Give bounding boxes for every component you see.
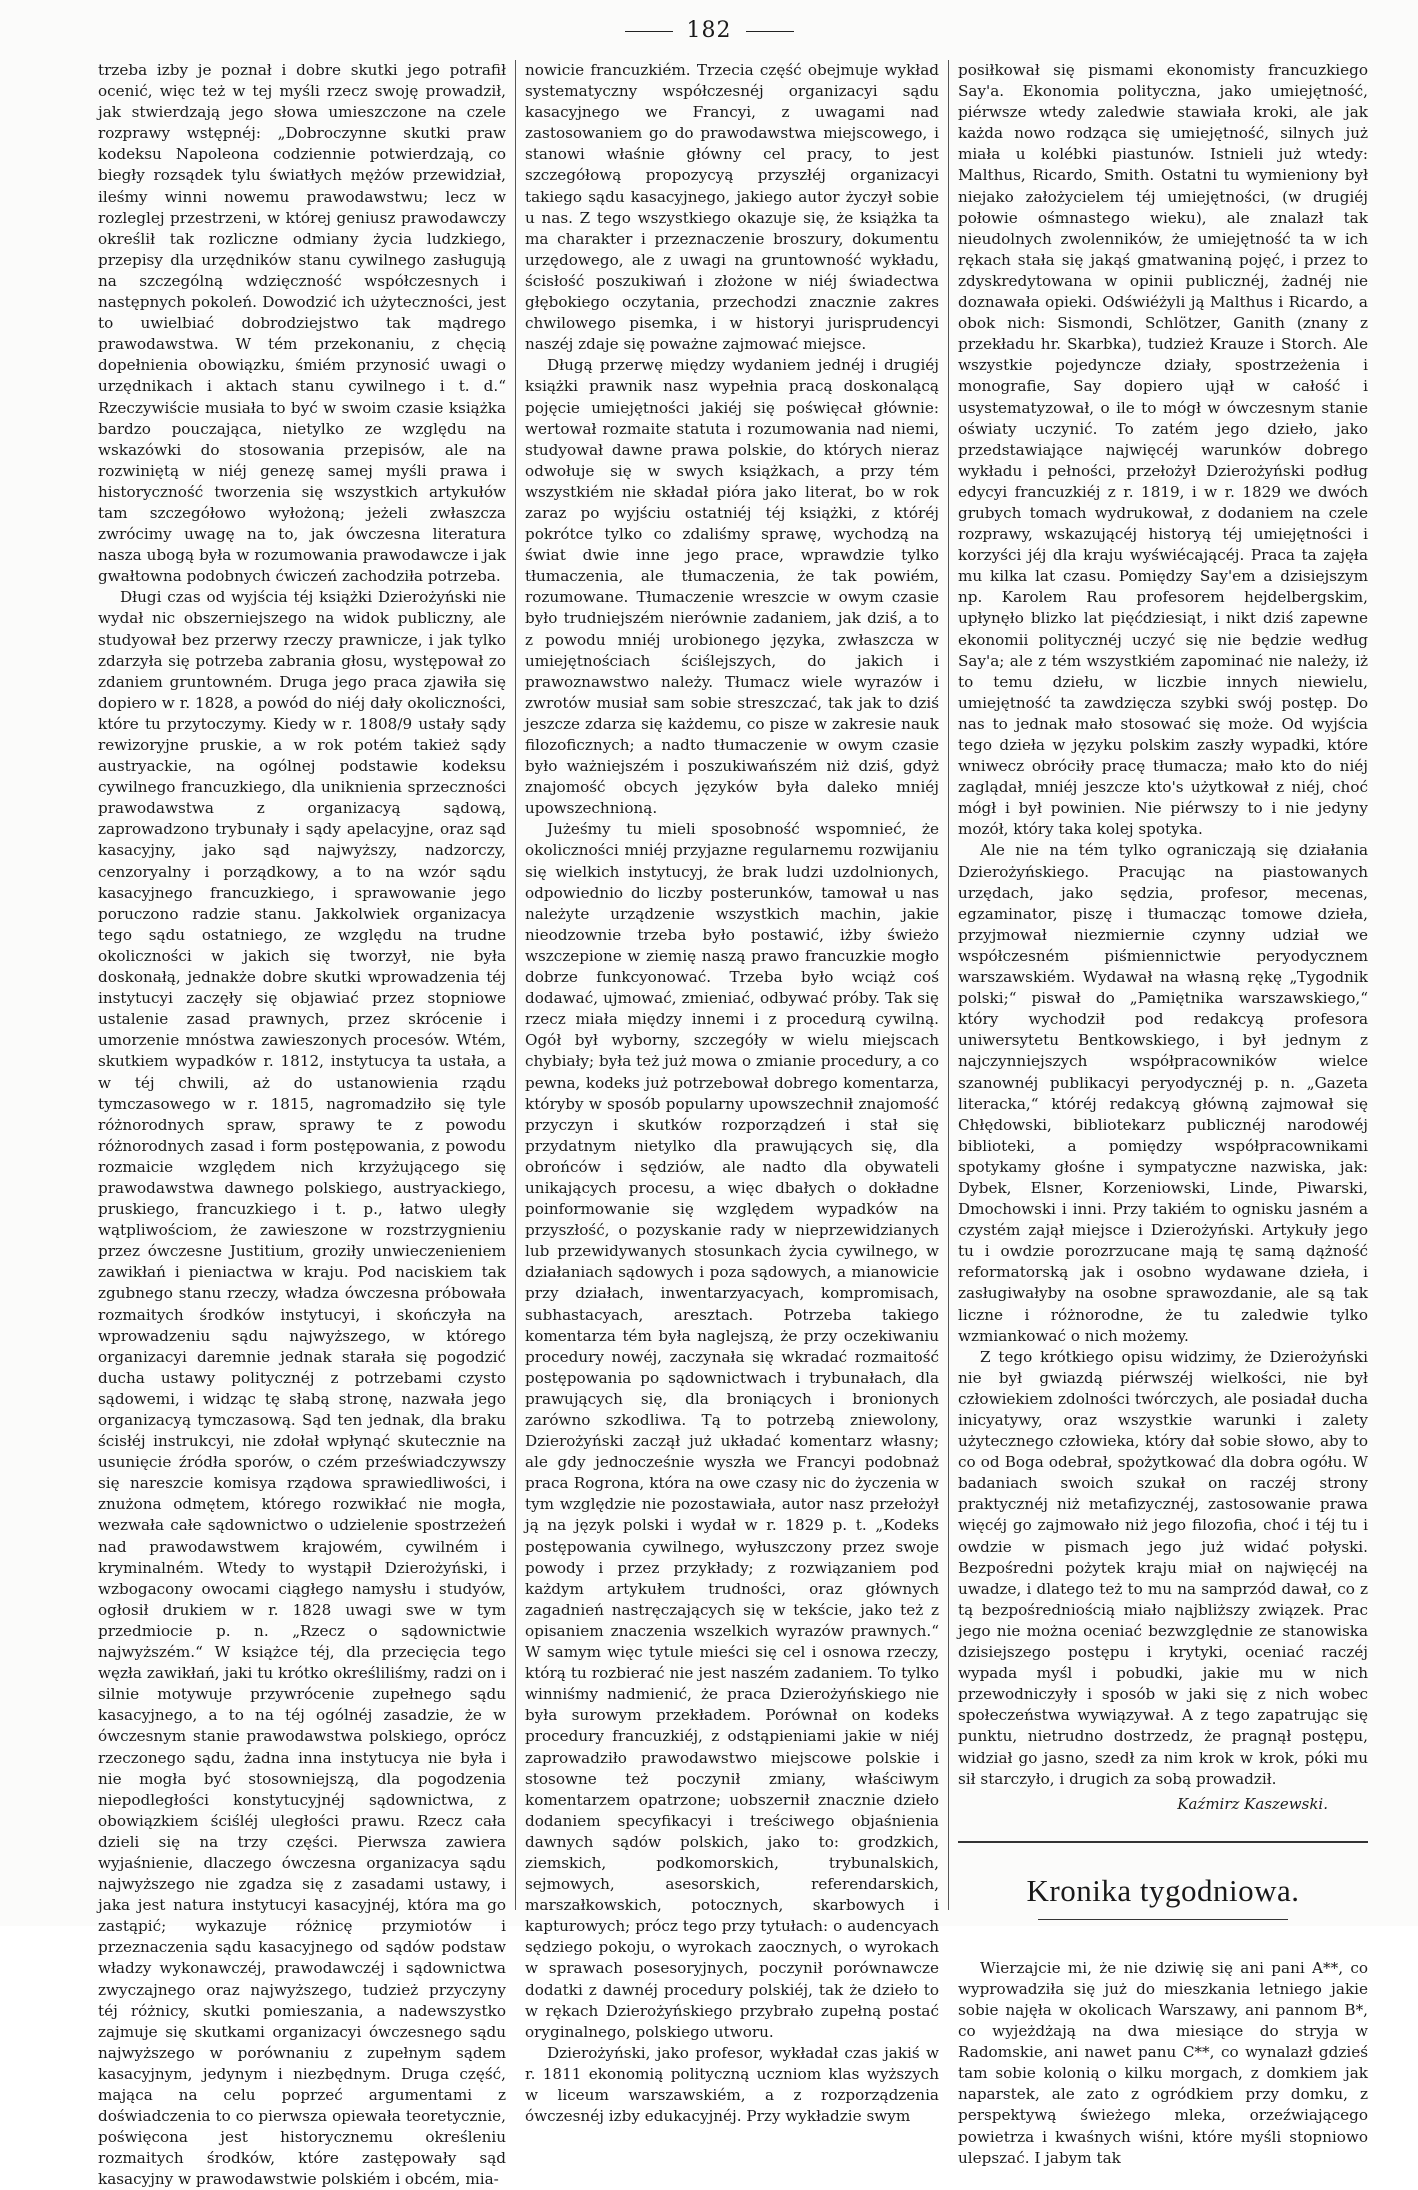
header-dash-left (625, 31, 673, 32)
paragraph: nowicie francuzkiém. Trzecia część obejmuje wykład systematyczny współczesnéj organizacyi sądu kasacyjnego we Francyi, z uwagami nad zastosowaniem go do prawodawstwa miejscowego, i stanowi właśnie główny cel pracy, to jest szczegółową propozycyą przyszłéj organizacyi takiego sądu kasacyjnego, jakiego autor życzył sobie u nas. Z tego wszystkiego okazuje się, że książka ta ma charakter i przeznaczenie broszury, dokumentu urzędowego, ale z uwagi na gruntowność wykładu, ścisłość poszukiwań i złożone w niéj świadectwa głębokiego oczytania, przechodzi znacznie zakres chwilowego pisemka, i w historyi jurisprudencyi naszéj zdaje się poważne zajmować miejsce. (525, 61, 939, 354)
section-divider (958, 1841, 1368, 1843)
paragraph: Długą przerwę między wydaniem jednéj i drugiéj książki prawnik nasz wypełnia pracą doskonalącą pojęcie umiejętności jakiéj się poświęcał głównie: wertował rozmaite statuta i rozumowania nad niemi, studyował dawne prawa polskie, do których nieraz odwołuje się w swych książkach, a przy tém wszystkiém nie składał pióra jako literat, bo w rok zaraz po wyjściu ostatniéj téj książki, z któréj pokrótce tylko co zdaliśmy sprawę, wychodzą na świat dwie inne jego prace, wprawdzie tylko tłumaczenia, ale tłumaczenia, że tak powiém, rozumowane. Tłumaczenie wreszcie w owym czasie było trudniejszém nierównie zadaniem, jak dziś, a to z powodu mniéj urobionego języka, zwłaszcza w umiejętnościach ściślejszych, do jakich i prawoznawstwo należy. Tłumacz wiele wyrazów i zwrotów musiał sam sobie streszczać, tak jak to dziś jeszcze zdarza się każdemu, co pisze w zakresie nauk filozoficznych; a nadto tłumaczenie w owym czasie było ważniejszém i poszukiwańszém niż dziś, gdyż znajomość obcych języków była daleko mniéj upowszechnioną. (525, 356, 939, 818)
header-dash-right (746, 31, 794, 32)
author-signature: Kaźmirz Kaszewski. (1177, 1794, 1328, 1813)
article-column-3 (958, 60, 1368, 2167)
article-column-2 (525, 60, 939, 2126)
paragraph: posiłkował się pismami ekonomisty francuzkiego Say'a. Ekonomia polityczna, jako umiejętność, piérwsze wtedy zaledwie stawiała kroki, ale jak każda nowo rodząca się umiejętność, silnych już miała u kolébki piastunów. Istnieli już wtedy: Malthus, Ricardo, Smith. Ostatni tu wymieniony był niejako założycielem téj umiejętności, (w drugiéj połowie ośmnastego wieku), ale znalazł tak nieudolnych zwolenników, że umiejętność ta w ich rękach stała się jakąś gmatwaniną pojęć, i przez to zdyskredytowana w opinii publicznéj, żadnéj nie doznawała opieki. Odświéżyli ją Malthus i Ricardo, a obok nich: Sismondi, Schlötzer, Ganith (znany z przekładu hr. Skarbka), tudzież Krauze i Storch. Ale wszystkie pojedyncze działy, spostrzeżenia i monografie, Say dopiero ujął w całość i usystematyzował, o ile to mógł w ówczesnym stanie oświaty uczynić. To zatém jego dzieło, jako przedstawiające najwięcéj warunków dobrego wykładu i pełności, przełożył Dzierożyński podług edycyi francuzkiéj z r. 1819, i w r. 1829 we dwóch grubych tomach wydrukował, z dodaniem na czele rozprawy, wskazującéj historyą téj umiejętności i korzyści jéj dla kraju wyświécającéj. Praca ta zajęła mu kilka lat czasu. Pomiędzy Say'em a dzisiejszym np. Karolem Rau profesorem hejdelbergskim, upłynęło blizko lat pięćdziesiąt, i nikt dziś zapewne ekonomii politycznéj uczyć się nie będzie według Say'a; ale z tém wszystkiém zapominać nie należy, iż to temu dziełu, w liczbie innych niewielu, umiejętność ta zawdzięcza szybki swój postęp. Do nas to jednak mało stosować się może. Od wyjścia tego dzieła w języku polskim zaszły wypadki, które wniwecz obróciły pracę tłumacza; mało kto do niéj zaglądał, mniéj jeszcze kto's użytkował z niéj, choć mógł i był powinien. Nie piérwszy to i nie jedyny mozół, który taka kolej spotyka. (958, 61, 1368, 839)
paragraph: Jużeśmy tu mieli sposobność wspomnieć, że okoliczności mniéj przyjazne regularnemu rozwijaniu się wielkich instytucyj, że brak ludzi uzdolnionych, odpowiednio do liczby posterunków, tamował u nas należyte urządzenie wszystkich machin, jakie nieodzownie trzeba było postawić, iżby świeżo wszczepione w ziemię naszą prawo francuzkie mogło dobrze funkcyonować. Trzeba było wciąż coś dodawać, ujmować, zmieniać, odbywać próby. Tak się rzecz miała między innemi i z procedurą cywilną. Ogół był wyborny, szczegóły w wielu miejscach chybiały; była też już mowa o zmianie procedury, a co pewna, kodeks już potrzebował dobrego komentarza, któryby w sposób popularny upowszechnił znajomość przyczyn i skutków rozporządzeń i stał się przydatnym nietylko dla prawujących się, dla obrońców i sędziów, ale nadto dla obywateli unikających procesu, a więc dbałych o dokładne poinformowanie się względem wypadków na przyszłość, o pozyskanie rady w nieprzewidzianych lub przewidywanych stosunkach życia cywilnego, w działaniach sądowych i poza sądowych, a mianowicie przy działach, inwentarzyacyach, kompromisach, subhastacyach, aresztach. Potrzeba takiego komentarza tém była naglejszą, że przy oczekiwaniu procedury nowéj, zaczynała się wkradać rozmaitość postępowania po sądownictwach i trybunałach, dla prawujących się, dla broniących i bronionych zarówno szkodliwa. Tą to potrzebą zniewolony, Dzierożyński zaczął już układać komentarz własny; ale gdy jednocześnie wyszła we Francyi podobnaż praca Rogrona, która na owe czasy nic do życzenia w tym względzie nie pozostawiała, autor nasz przełożył ją na język polski i wydał w r. 1829 p. t. „Kodeks postępowania cywilnego, wyłuszczony przez swoje powody i przez przykłady; z rozwiązaniem pod każdym artykułem trudności, oraz głównych zagadnień nastręczających się w tekście, jako też z opisaniem znaczenia wszelkich wyrazów prawnych.“ W samym więc tytule mieści się cel i osnowa rzeczy, którą tu rozbierać nie jest naszém zadaniem. To tylko winniśmy nadmienić, że praca Dzierożyńskiego nie była surowym przekładem. Porównał on kodeks procedury francuzkiéj, z odstąpieniami jakie w niéj zaprowadziło prawodawstwo miejscowe polskie i stosowne też poczynił zmiany, właściwym komentarzem opatrzone; uobszernił znacznie dzieło dodaniem specyfikacyi i treściwego objaśnienia dawnych sądów polskich, jako to: grodzkich, ziemskich, podkomorskich, trybunalskich, sejmowych, asesorskich, referendarskich, marszałkowskich, potocznych, skarbowych i kapturowych; prócz tego przy tytułach: o audencyach sędziego pokoju, o wyrokach zaocznych, o wyrokach w sprawach posesoryjnych, poczynił porównawcze dodatki z dawnéj procedury polskiéj, tak że dzieło to w rękach Dzierożyńskiego przybrało zupełną postać oryginalnego, polskiego utworu. (525, 820, 939, 2041)
column-divider (515, 60, 516, 1910)
paragraph: Wierzajcie mi, że nie dziwię się ani pani A**, co wyprowadziła się już do mieszkania letniego jakie sobie najęła w okolicach Warszawy, ani pannom B*, co wyjeżdżają na dwa miesiące do stryja w Radomskie, ani nawet panu C**, co wynalazł gdzieś tam sobie kolonią o kilku morgach, z domkiem jak naparstek, ale zato z ogródkiem przy domku, z perspektywą świeżego mleka, orzeźwiającego powietrza i kwaśnych wiśni, które myśli stopniowo ulepszać. I jabym tak (958, 1958, 1368, 2167)
title-underline (1038, 1919, 1288, 1920)
article-column-1 (98, 60, 506, 2189)
page-number-header (0, 18, 1418, 43)
paragraph: Ale nie na tém tylko ograniczają się działania Dzierożyńskiego. Pracując na piastowanych urzędach, jako sędzia, profesor, mecenas, egzaminator, piszę i tłumacząc tomowe dzieła, przyjmował niezmiernie czynny udział we współczesném piśmiennictwie peryodycznem warszawskiém. Wydawał na własną rękę „Tygodnik polski;“ piswał do „Pamiętnika warszawskiego,“ który wychodził pod redakcyą profesora uniwersytetu Bentkowskiego, i był jednym z najczynniejszych współpracowników wielce szanownéj publikacyi peryodycznéj p. n. „Gazeta literacka,“ któréj redakcyą główną zajmował się Chłędowski, bibliotekarz publicznéj narodowéj biblioteki, a pomiędzy współpracownikami spotykamy głośne i sympatyczne nazwiska, jak: Dybek, Elsner, Korzeniowski, Linde, Piwarski, Dmochowski i inni. Przy takiém to ognisku jasném a czystém zajął miejsce i Dzierożyński. Artykuły jego tu i owdzie porozrzucane mają tę samą dążność reformatorską jak i osobno wydawane dzieła, i zasługiwałyby na osobne sprawozdanie, ale są tak liczne i różnorodne, że tu zaledwie tylko wzmiankować o nich możemy. (958, 841, 1368, 1345)
paragraph: Długi czas od wyjścia téj książki Dzierożyński nie wydał nic obszerniejszego na widok publiczny, ale studyował bez przerwy rzeczy prawnicze, i jak tylko zdarzyła się potrzeba zabrania głosu, występował zo zdaniem gruntowném. Druga jego praca zjawiła się dopiero w r. 1828, a powód do niéj dały okoliczności, które tu przytoczymy. Kiedy w r. 1808/9 ustały sądy rewizoryjne pruskie, a w rok potém takież sądy austryackie, na ogólnej podstawie kodeksu cywilnego francuzkiego, dla uniknienia sprzeczności prawodawstwa z organizacyą sądową, zaprowadzono trybunały i sądy apelacyjne, oraz sąd kasacyjny, jako sąd najwyższy, nadzorczy, cenzoryalny i porządkowy, a to na wzór sądu kasacyjnego francuzkiego, i sprawowanie jego poruczono radzie stanu. Jakkolwiek organizacya tego sądu ostatniego, ze względu na trudne okoliczności w jakich się tworzył, nie była doskonałą, jednakże dobre skutki wprowadzenia téj instytucyi zaczęły się objawiać przez stopniowe ustalenie zasad prawnych, przez skrócenie i umorzenie mnóstwa zawieszonych procesów. Wtém, skutkiem wypadków r. 1812, instytucya ta ustała, a w téj chwili, aż do ustanowienia rządu tymczasowego w r. 1815, nagromadziło się tyle różnorodnych spraw, sprawy te z powodu różnorodnych zasad i form postępowania, z powodu rozmaicie względem nich krzyżującego się prawodawstwa dawnego polskiego, austryackiego, pruskiego, francuzkiego i t. p., łatwo uległy wątpliwościom, że zawieszone w rozstrzygnieniu przez ówczesne Justitium, groziły unwieczenieniem zawikłań i pieniactwa w kraju. Pod naciskiem tak zgubnego stanu rzeczy, władza ówczesna próbowała rozmaitych środków instytucyi, i skończyła na wprowadzeniu sądu najwyższego, w którego organizacyi daremnie jednak starała się pogodzić ducha ustawy politycznéj z potrzebami czysto sądowemi, i widząc tę słabą stronę, nazwała jego organizacyą tymczasową. Sąd ten jednak, dla braku ścisłéj instrukcyi, nie zdołał wpłynąć skutecznie na usunięcie źródła sporów, o czém przeświadczywszy się nareszcie komisya rządowa sprawiedliwości, i znużona odmętem, którego rozwikłać nie mogła, wezwała całe sądownictwo o udzielenie spostrzeżeń nad prawodawstwem krajowém, cywilném i kryminalném. Wtedy to wystąpił Dzierożyński, i wzbogacony owocami ciągłego namysłu i studyów, ogłosił drukiem w r. 1828 uwagi swe w tym przedmiocie p. n. „Rzecz o sądownictwie najwyższém.“ W książce téj, dla przecięcia tego węzła zawikłań, jaki tu krótko określiliśmy, radzi on i silnie motywuje przywrócenie zupełnego sądu kasacyjnego, a to na téj ogólnéj zasadzie, że w ówczesnym stanie prawodawstwa polskiego, oprócz rzeczonego sądu, żadna inna instytucya nie była i nie mogła być stosowniejszą, dla pogodzenia niepodległości konstytucyjnéj sądownictwa, z obowiązkiem ściśléj uległości prawu. Rzecz cała dzieli się na trzy części. Pierwsza zawiera wyjaśnienie, dlaczego ówczesna organizacya sądu najwyższego nie zgadza się z zasadami ustawy, i jaka jest natura instytucyi kasacyjnéj, która ma go zastąpić; wykazuje różnicę przymiotów i przeznaczenia sądu kasacyjnego od sądów podstaw władzy wykonawczéj, prawodawczéj i sądownictwa zwyczajnego oraz najwyższego, tudzież przyczyny téj różnicy, skutki pomieszania, a nadewszystko zajmuje się skutkami organizacyi ówczesnego sądu najwyższego w porównaniu z zupełnym sądem kasacyjnym, jedynym i niezbędnym. Druga część, mająca na celu poprzeć argumentami z doświadczenia to co pierwsza opiewała teoretycznie, poświęcona jest historycznemu określeniu rozmaitych środków, które zastępowały sąd kasacyjny w prawodawstwie polskiém i obcém, mia- (98, 588, 506, 2189)
paragraph: Z tego krótkiego opisu widzimy, że Dzierożyński nie był gwiazdą piérwszéj wielkości, nie był człowiekiem zdolności twórczych, ale posiadał ducha inicyatywy, oraz wszystkie warunki i zalety użytecznego człowieka, który dał sobie słowo, aby to co od Boga odebrał, spożytkować dla dobra ogółu. W badaniach swoich szukał on raczéj strony praktycznéj niż metafizycznéj, zastosowanie prawa więcéj go zajmowało niż jego filozofia, choć i téj tu i owdzie w pismach jego już widać połyski. Bezpośredni pożytek kraju miał on najwięcéj na uwadze, i dlatego też to mu na samprzód dawał, co z tą bezpośredniością miało najbliższy związek. Prac jego nie można oceniać bezwzględnie ze stanowiska dzisiejszego postępu i krytyki, oceniać raczéj wypada myśl i pobudki, jakie mu w nich przewodniczyły i sposób w jaki się z nich wobec społeczeństwa wywiązywał. A z tego zapatrując się punktu, nietrudno dostrzedz, że pragnął postępu, widział go jasno, szedł za nim krok w krok, póki mu sił starczyło, i drugich za sobą prowadził. (958, 1347, 1368, 1788)
section-title: Kronika tygodniowa. (1026, 1872, 1300, 1908)
paragraph: Dzierożyński, jako profesor, wykładał czas jakiś w r. 1811 ekonomią polityczną uczniom klas wyższych w liceum warszawskiém, a z rozporządzenia ówczesnéj izby edukacyjnéj. Przy wykładzie swym (525, 2043, 939, 2126)
page-number: 182 (686, 18, 732, 43)
paragraph: trzeba izby je poznał i dobre skutki jego potrafił ocenić, więc też w tej myśli rzecz swoję prowadził, jak stwierdzają jego słowa umieszczone na czele rozprawy wstępnéj: „Dobroczynne skutki praw kodeksu Napoleona codziennie potwierdzają, co biegły rozsądek tylu światłych mężów przewidział, ileśmy winni nowemu prawodawstwu; lecz w rozleglej przestrzeni, w której geniusz prawodawczy określił tak rozliczne odmiany życia ludzkiego, przepisy dla urzędników stanu cywilnego zasługują na szczególną wdzięczność współczesnych i następnych pokoleń. Dowodzić ich użyteczności, jest to uwielbiać dobrodziejstwo tak mądrego prawodawstwa. W tém przekonaniu, z chęcią dopełnienia obowiązku, śmiém przynosić uwagi o urzędnikach i aktach stanu cywilnego i t. d.“ Rzeczywiście musiała to być w swoim czasie książka bardzo pouczająca, nietylko ze względu na wskazówki do stosowania przepisów, ale na rozwiniętą w niéj genezę samej myśli prawa i historyczność tworzenia się wszystkich artykułów tam szczegółowo wyłożoną; jeżeli zwłaszcza zwrócimy uwagę na to, jak ówczesna literatura nasza ubogą była w rozumowania prawodawcze i jak gwałtowna podobnych ćwiczeń zachodziła potrzeba. (98, 61, 506, 586)
column-divider (948, 60, 949, 1910)
